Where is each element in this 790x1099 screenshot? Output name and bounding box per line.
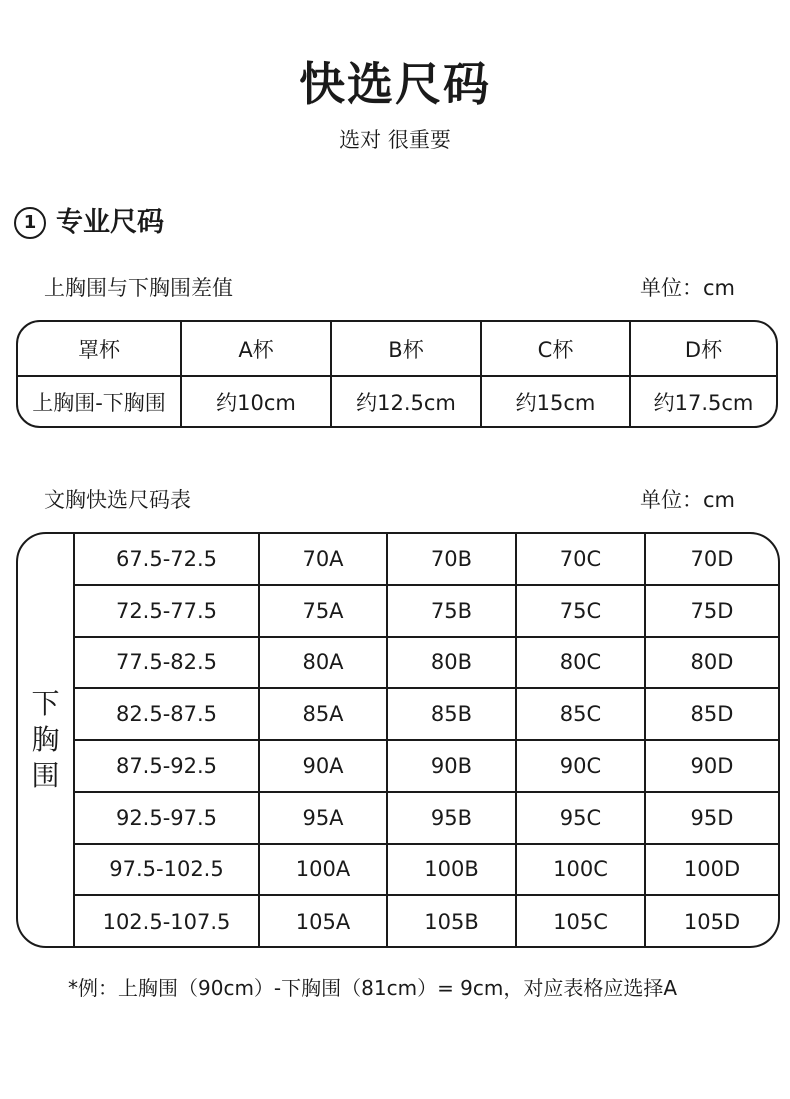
size-cell: 100D <box>683 857 741 882</box>
size-cell: 70B <box>388 534 517 584</box>
table-row <box>75 896 778 948</box>
table-header-cell: A杯 <box>182 322 332 375</box>
table-row <box>18 375 776 428</box>
size-cell: 75A <box>260 586 388 636</box>
table-row <box>75 534 778 586</box>
size-cell: 85C <box>517 689 646 739</box>
size-cell: 95B <box>388 793 517 843</box>
table-header-cell: D杯 <box>684 337 723 362</box>
size-cell: 95A <box>260 793 388 843</box>
underbust-range-cell: 92.5-97.5 <box>75 793 260 843</box>
underbust-range-cell: 72.5-77.5 <box>75 586 260 636</box>
table-row <box>75 586 778 638</box>
size-cell: 90C <box>517 741 646 791</box>
page-title: 快选尺码 <box>299 57 491 111</box>
page-subtitle: 选对 很重要 <box>339 128 451 152</box>
table-row <box>75 638 778 690</box>
size-cell: 70D <box>690 546 734 571</box>
table-row <box>75 689 778 741</box>
size-cell: 70A <box>260 534 388 584</box>
diff-table-caption: 上胸围与下胸围差值 <box>44 276 233 300</box>
size-table-body <box>75 534 778 946</box>
table-cell: 约12.5cm <box>332 375 482 428</box>
size-cell: 105C <box>517 896 646 948</box>
example-note: *例：上胸围（90cm）-下胸围（81cm）= 9cm，对应表格应选择A <box>68 976 678 1000</box>
underbust-range-cell: 102.5-107.5 <box>75 896 260 948</box>
size-cell: 90A <box>260 741 388 791</box>
size-cell: 75B <box>388 586 517 636</box>
size-table-caption: 文胸快选尺码表 <box>44 488 191 512</box>
size-table-unit: 单位：cm <box>639 488 735 512</box>
underbust-range-cell: 87.5-92.5 <box>75 741 260 791</box>
table-cell: 上胸围-下胸围 <box>18 375 182 428</box>
table-row <box>75 793 778 845</box>
size-cell: 100A <box>260 845 388 895</box>
size-cell: 95D <box>690 805 734 830</box>
circled-number-badge: 1 <box>14 207 46 239</box>
table-header-cell: 罩杯 <box>18 322 182 375</box>
underbust-range-cell: 82.5-87.5 <box>75 689 260 739</box>
table-row <box>75 741 778 793</box>
size-cell: 85D <box>690 702 734 727</box>
underbust-range-cell: 97.5-102.5 <box>75 845 260 895</box>
size-cell: 80C <box>517 638 646 688</box>
size-cell: 90D <box>690 753 734 778</box>
size-cell: 85A <box>260 689 388 739</box>
table-cell: 约10cm <box>182 375 332 428</box>
size-cell: 80B <box>388 638 517 688</box>
size-cell: 105B <box>388 896 517 948</box>
size-cell: 70C <box>517 534 646 584</box>
table-header-row <box>18 322 776 377</box>
size-cell: 100C <box>517 845 646 895</box>
underbust-range-cell: 67.5-72.5 <box>75 534 260 584</box>
diff-table-unit: 单位：cm <box>639 276 735 300</box>
underbust-side-label: 下胸围 <box>18 534 75 946</box>
size-cell: 80D <box>690 650 734 675</box>
size-cell: 75C <box>517 586 646 636</box>
size-cell: 75D <box>690 598 734 623</box>
table-header-cell: B杯 <box>332 322 482 375</box>
underbust-range-cell: 77.5-82.5 <box>75 638 260 688</box>
table-cell: 约15cm <box>482 375 631 428</box>
size-cell: 105A <box>260 896 388 948</box>
size-cell: 90B <box>388 741 517 791</box>
size-cell: 105D <box>683 910 741 935</box>
section-heading <box>14 200 164 239</box>
table-header-cell: C杯 <box>482 322 631 375</box>
section-label: 专业尺码 <box>56 207 164 238</box>
size-cell: 95C <box>517 793 646 843</box>
table-cell: 约17.5cm <box>653 390 754 415</box>
bra-size-table <box>16 532 780 948</box>
size-cell: 100B <box>388 845 517 895</box>
size-cell: 80A <box>260 638 388 688</box>
size-cell: 85B <box>388 689 517 739</box>
table-row <box>75 845 778 897</box>
cup-difference-table <box>16 320 778 428</box>
